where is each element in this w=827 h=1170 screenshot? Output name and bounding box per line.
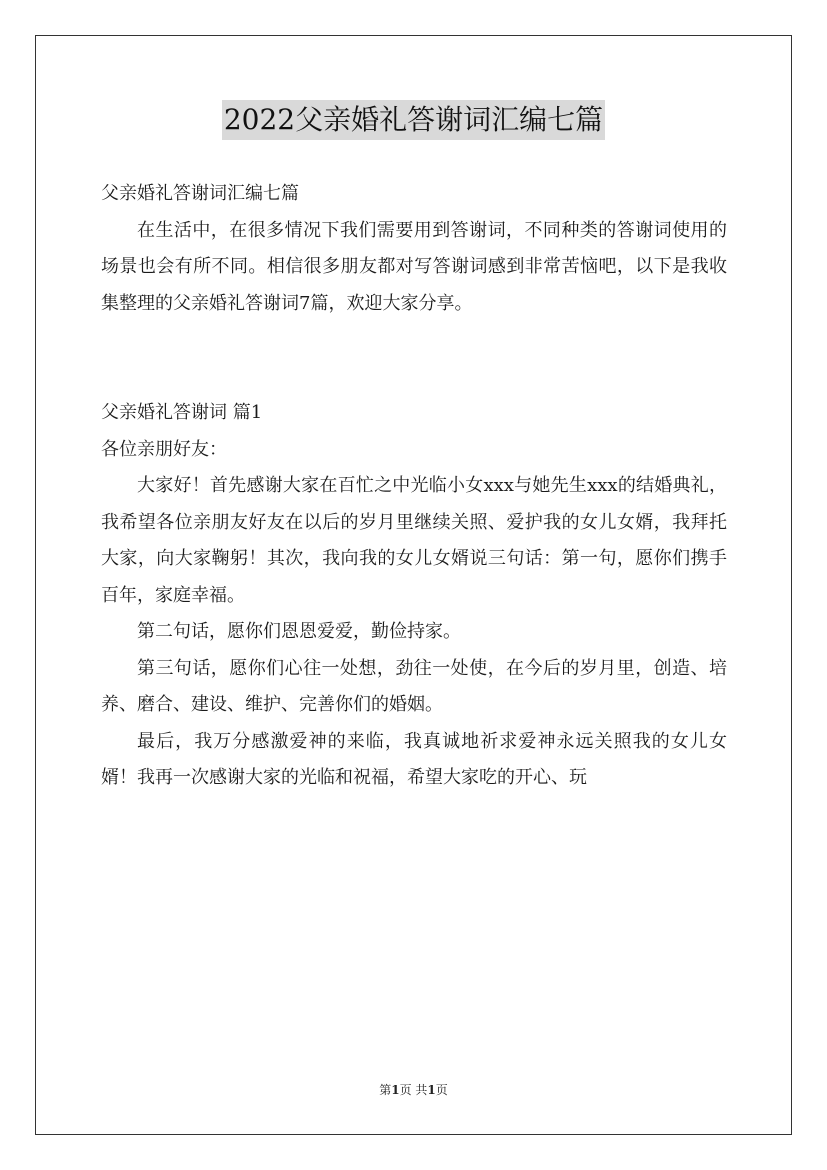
document-subtitle: 父亲婚礼答谢词汇编七篇 [101,183,299,204]
document-body [101,176,727,797]
document-title: 2022父亲婚礼答谢词汇编七篇 [222,100,605,140]
intro-paragraph: 在生活中，在很多情况下我们需要用到答谢词，不同种类的答谢词使用的场景也会有所不同。相信很多朋友都对写答谢词感到非常苦恼吧，以下是我收集整理的父亲婚礼答谢词7篇，欢迎大家分享。 [101,219,727,314]
footer-page-number: 1 [391,1083,400,1097]
title-container [0,100,827,140]
footer-page-mid: 页 共 [399,1083,428,1097]
body-paragraph-4: 最后，我万分感激爱神的来临，我真诚地祈求爱神永远关照我的女儿女婿！我再一次感谢大家的光临和祝福，希望大家吃的开心、玩 [101,730,727,788]
footer-page-total: 1 [427,1083,436,1097]
footer-page-prefix: 第 [379,1083,392,1097]
body-paragraph-2: 第二句话，愿你们恩恩爱爱，勤俭持家。 [137,621,461,642]
section-heading: 父亲婚礼答谢词 篇1 [101,402,263,423]
footer-page-suffix: 页 [435,1083,448,1097]
salutation: 各位亲朋好友： [101,438,227,460]
page-footer [0,1082,827,1098]
section-spacer [101,322,727,395]
body-paragraph-1: 大家好！首先感谢大家在百忙之中光临小女xxx与她先生xxx的结婚典礼，我希望各位亲朋友好友在以后的岁月里继续关照、爱护我的女儿女婿，我拜托大家，向大家鞠躬！其次，我向我的女儿女婿说三句话：第一句，愿你们携手百年，家庭幸福。 [101,475,727,606]
body-paragraph-3: 第三句话，愿你们心往一处想，劲往一处使，在今后的岁月里，创造、培养、磨合、建设、维护、完善你们的婚姻。 [101,657,727,715]
